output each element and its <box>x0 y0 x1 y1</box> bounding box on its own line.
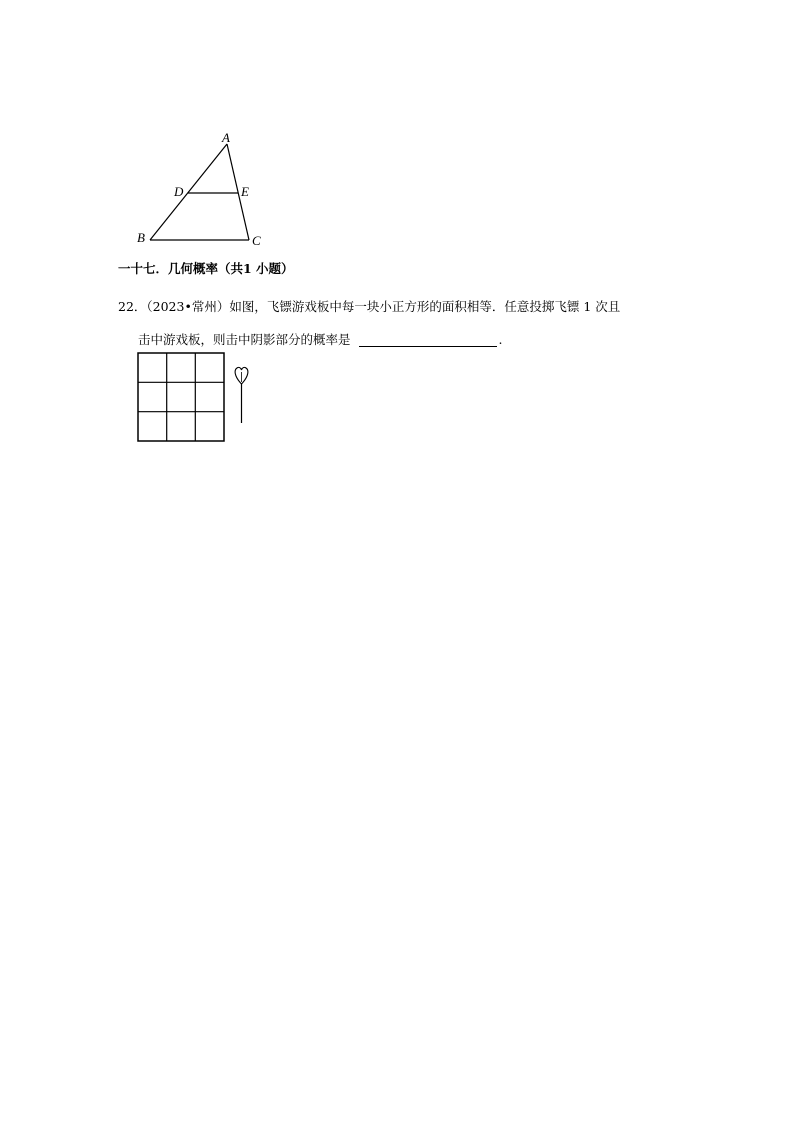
answer-blank[interactable] <box>359 332 497 347</box>
label-c: C <box>252 233 261 248</box>
dart-board-figure <box>137 352 257 444</box>
board-outline <box>138 353 224 441</box>
question-text-2: 击中游戏板，则击中阴影部分的概率是 <box>138 332 351 347</box>
triangle-diagram <box>130 128 270 250</box>
question-end-mark: . <box>498 332 503 347</box>
triangle-figure <box>130 128 270 250</box>
dart-board-diagram <box>137 352 257 444</box>
question-line-1 <box>118 290 688 323</box>
section-heading: 一十七．几何概率（共1 小题） <box>118 261 294 276</box>
label-a: A <box>222 130 230 145</box>
dart-icon <box>235 367 248 423</box>
question-text-1: 如图，飞镖游戏板中每一块小正方形的面积相等．任意投掷飞镖 1 次且 <box>229 299 621 314</box>
question-number: 22． <box>118 299 147 314</box>
label-d: D <box>174 184 184 199</box>
label-e: E <box>241 184 249 199</box>
label-b: B <box>137 230 145 245</box>
side-ab <box>150 144 227 240</box>
question-source: （2023•常州） <box>146 299 230 314</box>
question-22 <box>118 290 688 356</box>
